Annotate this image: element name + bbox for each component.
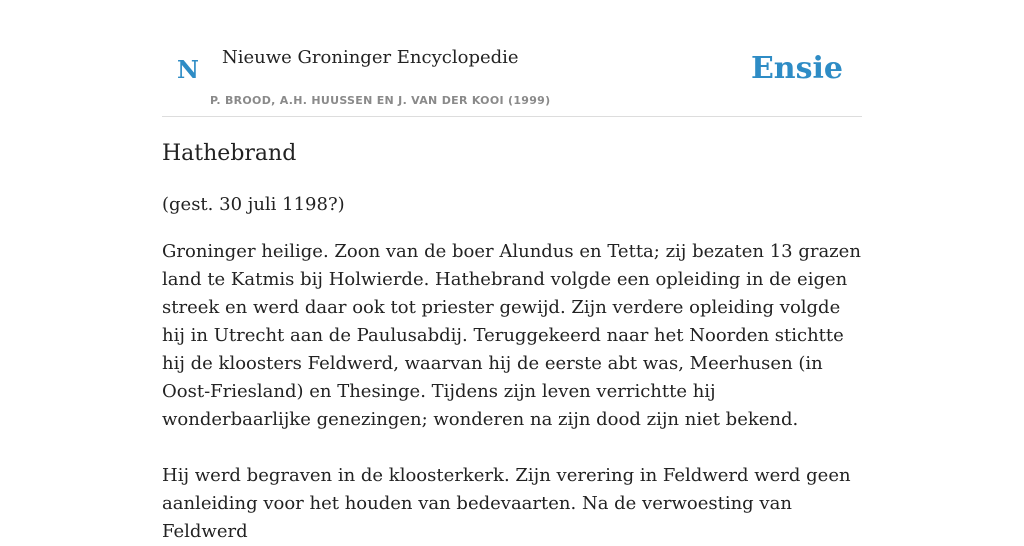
article-paragraph: Groninger heilige. Zoon van de boer Alundus en Tetta; zij bezaten 13 grazen land te Katmis bij Holwierde. Hathebrand volgde een opleiding in de eigen streek en werd daar ook tot priester gewijd. Zijn verdere opleiding volgde hij in Utrecht aan de Paulusabdij. Teruggekeerd naar het Noorden stichtte hij de kloosters Feldwerd, waarvan hij de eerste abt was, Meerhusen (in Oost-Friesland) en Thesinge. Tijdens zijn leven verrichtte hij wonderbaarlijke genezingen; wonderen na zijn dood zijn niet bekend. xyxy=(162,241,861,430)
article-subtitle: (gest. 30 juli 1198?) xyxy=(162,194,345,215)
source-title-link[interactable]: Nieuwe Groninger Encyclopedie xyxy=(222,47,519,68)
article-title: Hathebrand xyxy=(162,141,297,166)
ensie-logo-link[interactable]: Ensie xyxy=(750,51,843,86)
source-logo[interactable]: N xyxy=(177,55,199,84)
source-header xyxy=(162,0,862,117)
source-authors: P. BROOD, A.H. HUUSSEN EN J. VAN DER KOOI (1999) xyxy=(210,94,551,107)
article-paragraph: Hij werd begraven in de kloosterkerk. Zijn verering in Feldwerd werd geen aanleiding voor het houden van bedevaarten. Na de verwoesting van Feldwerd xyxy=(162,465,851,542)
article xyxy=(162,136,862,546)
